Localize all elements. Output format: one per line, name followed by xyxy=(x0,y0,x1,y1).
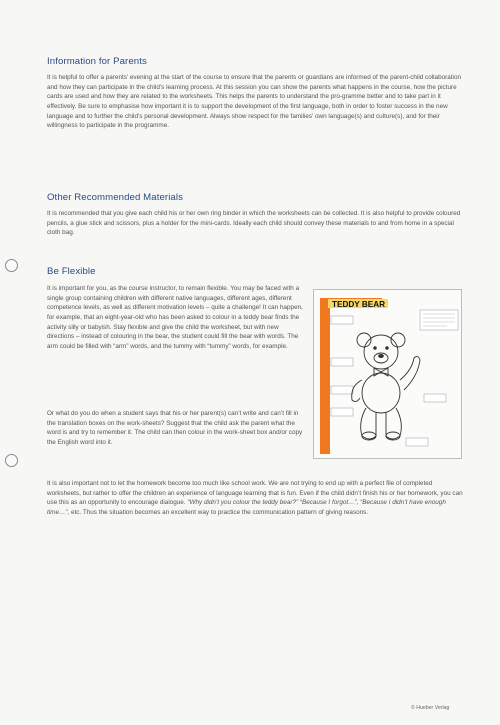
paragraph-3-text-a: It is also important not to let the homework become too much like school work. We are not trying to end up with a perfect file of completed worksheets, but rather to offer the children an experience of language learning that is fun. Even if the child didn’t finish his or her homework, you can use this as an opportunity to encourage dialogue. xyxy=(47,480,463,507)
heading-flexible: Be Flexible xyxy=(47,266,96,277)
instruction-box xyxy=(420,310,458,330)
translation-box xyxy=(331,358,353,366)
heading-parents: Information for Parents xyxy=(47,56,147,67)
teddy-bear-worksheet-figure xyxy=(313,289,462,459)
paragraph-3-quotes: “Why didn’t you colour the teddy bear?” “Because I forgot…”, “Because I didn’t have enough time…”, xyxy=(47,499,446,516)
worksheet-title: TEDDY BEAR xyxy=(332,300,386,309)
translation-box xyxy=(406,438,428,446)
copyright-footer: © Hueber Verlag xyxy=(411,705,450,711)
translation-box xyxy=(424,394,446,402)
flexible-paragraph-3 xyxy=(47,479,463,518)
binder-hole-bottom xyxy=(5,454,18,467)
teddy-bear-worksheet-illustration xyxy=(314,290,463,460)
paragraph-3-text-b: etc. Thus the situation becomes an excellent way to practice the communication pattern of giving reasons. xyxy=(69,508,369,516)
flexible-paragraph-2: Or what do you do when a student says that his or her parent(s) can’t write and can’t fill in the translation boxes on the work-sheets? Suggest that the child ask the parent what the word is and try to remember it. The child can then colour in the work-sheet box and/or copy the English word into it. xyxy=(47,410,303,446)
translation-box xyxy=(331,408,353,416)
heading-materials: Other Recommended Materials xyxy=(47,192,184,203)
translation-box xyxy=(331,316,353,324)
binder-hole-top xyxy=(5,259,18,272)
translation-box xyxy=(331,386,353,394)
worksheet-left-bar xyxy=(320,298,330,454)
materials-text: It is recommended that you give each child his or her own ring binder in which the worksheets can be collected. It is also helpful to provide coloured pencils, a glue stick and scissors, plus a holder for the mini-cards. Ideally each child should convey these materials to and from home in a special cloth bag. xyxy=(47,210,461,237)
teddy-bear-drawing xyxy=(352,333,420,440)
flexible-paragraph-1: It is important for you, as the course instructor, to remain flexible. You may be faced with a single group containing children with different native languages, different ages, different competence levels, as well as different motivation levels – quite a challenge! It can happen, for example, that an eight-year-old who has been asked to colour in a teddy bear finds the activity silly or babyish. Stay flexible and give the child the worksheet, but with new directions – instead of colouring in the bear, the student could fill the bear with words. The arm could be filled with “arm” words, and the tummy with “tummy” words, for example. xyxy=(47,285,303,350)
parents-text: It is helpful to offer a parents’ evening at the start of the course to ensure that the parents or guardians are informed of the parent-child collaboration and how they can participate in the child’s learning process. At this session you can show the parents what happens in the course, how the picture cards are used and how they are related to the worksheets. This helps the parents to understand the pro-gramme better and to take part in it effectively. Be sure to emphasise how important it is to support the development of the first language, both in order to foster success in the new language and to further the child’s personal development. Always show respect for the families’ own language(s) and culture(s), and for their willingness to participate in the programme. xyxy=(47,74,462,130)
